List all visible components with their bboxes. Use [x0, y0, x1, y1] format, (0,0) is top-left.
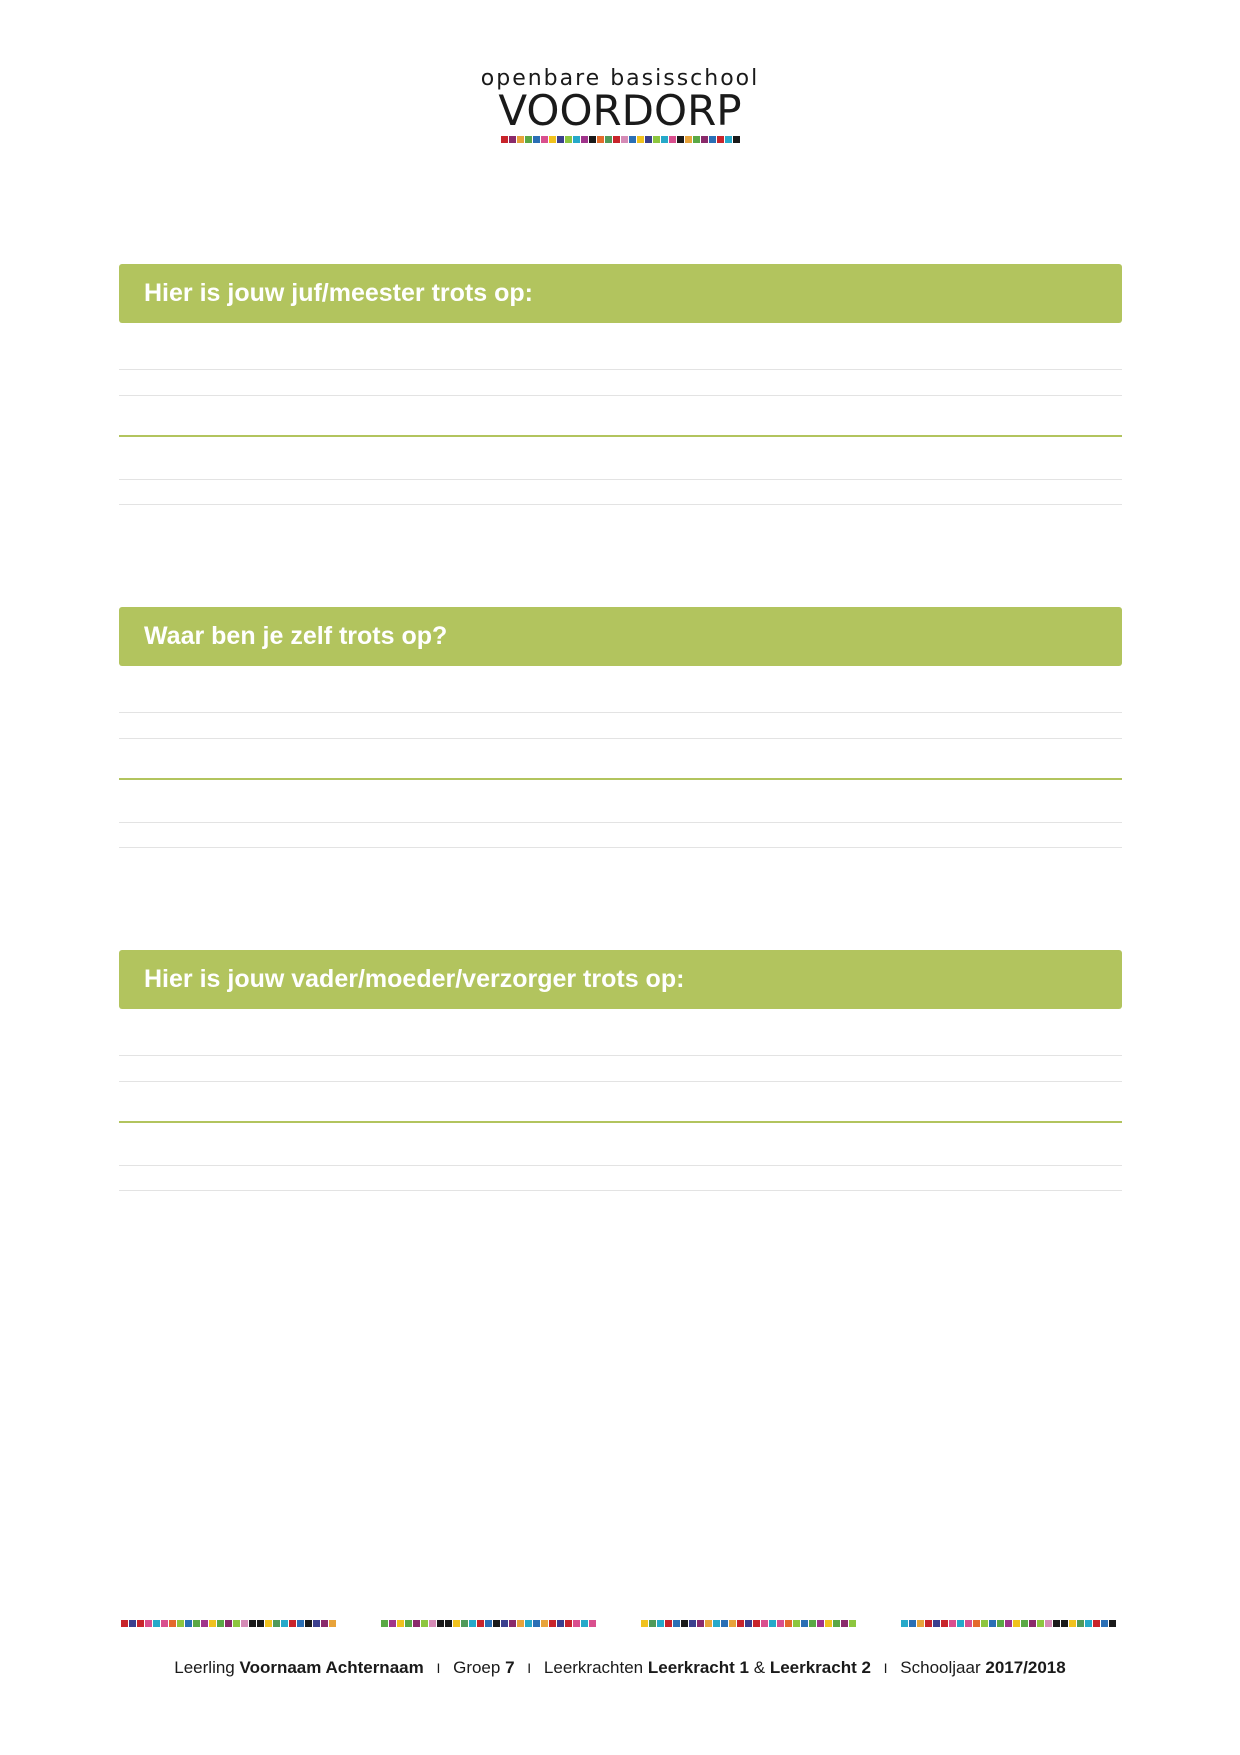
color-square [485, 1620, 492, 1627]
color-square [405, 1620, 412, 1627]
writing-line [119, 1081, 1122, 1082]
color-square [313, 1620, 320, 1627]
color-square [329, 1620, 336, 1627]
color-square [137, 1620, 144, 1627]
writing-baseline [119, 435, 1122, 437]
color-square [1005, 1620, 1012, 1627]
writing-line [119, 1190, 1122, 1191]
color-square [305, 1620, 312, 1627]
color-square [933, 1620, 940, 1627]
color-square [997, 1620, 1004, 1627]
color-square [1029, 1620, 1036, 1627]
color-square [725, 136, 732, 143]
color-square [549, 1620, 556, 1627]
color-square [461, 1620, 468, 1627]
color-square [925, 1620, 932, 1627]
color-square [965, 1620, 972, 1627]
color-square [1053, 1620, 1060, 1627]
color-square [209, 1620, 216, 1627]
color-square [533, 1620, 540, 1627]
year-value: 2017/2018 [985, 1658, 1066, 1677]
group-label: Groep [453, 1658, 501, 1677]
color-square [729, 1620, 736, 1627]
color-square [437, 1620, 444, 1627]
color-square [129, 1620, 136, 1627]
color-square [297, 1620, 304, 1627]
color-square [1037, 1620, 1044, 1627]
color-square [697, 1620, 704, 1627]
year-label: Schooljaar [900, 1658, 981, 1677]
color-square [557, 1620, 564, 1627]
color-square [517, 136, 524, 143]
color-square [801, 1620, 808, 1627]
color-square [233, 1620, 240, 1627]
color-square [605, 136, 612, 143]
color-square [713, 1620, 720, 1627]
color-square [817, 1620, 824, 1627]
color-square-group [641, 1620, 856, 1627]
separator: I [527, 1660, 532, 1676]
color-square [581, 1620, 588, 1627]
color-square [685, 136, 692, 143]
color-square-group [901, 1620, 1116, 1627]
color-square [677, 136, 684, 143]
section-header: Hier is jouw juf/meester trots op: [119, 264, 1122, 323]
color-square [241, 1620, 248, 1627]
color-square [413, 1620, 420, 1627]
color-square [785, 1620, 792, 1627]
color-square [1085, 1620, 1092, 1627]
color-square [673, 1620, 680, 1627]
color-square [121, 1620, 128, 1627]
color-square [1101, 1620, 1108, 1627]
color-square [397, 1620, 404, 1627]
color-square [289, 1620, 296, 1627]
writing-line [119, 822, 1122, 823]
color-square [769, 1620, 776, 1627]
color-square-group [381, 1620, 596, 1627]
writing-line [119, 1055, 1122, 1056]
color-square [525, 1620, 532, 1627]
color-square [653, 136, 660, 143]
color-square [265, 1620, 272, 1627]
color-square [641, 1620, 648, 1627]
color-square [833, 1620, 840, 1627]
logo-title: VOORDORP [498, 86, 742, 135]
color-square [469, 1620, 476, 1627]
color-square [161, 1620, 168, 1627]
color-square [901, 1620, 908, 1627]
color-square [649, 1620, 656, 1627]
color-square [549, 136, 556, 143]
color-square [177, 1620, 184, 1627]
color-square [573, 1620, 580, 1627]
color-square [153, 1620, 160, 1627]
color-square [717, 136, 724, 143]
color-square [389, 1620, 396, 1627]
color-square [249, 1620, 256, 1627]
color-square [501, 1620, 508, 1627]
color-square [701, 136, 708, 143]
color-square [841, 1620, 848, 1627]
color-square [573, 136, 580, 143]
color-square [429, 1620, 436, 1627]
color-square [753, 1620, 760, 1627]
color-square [509, 136, 516, 143]
color-square [825, 1620, 832, 1627]
color-square [557, 136, 564, 143]
writing-line [119, 847, 1122, 848]
school-logo [480, 66, 760, 143]
writing-area[interactable] [119, 323, 1122, 523]
color-square [185, 1620, 192, 1627]
color-square [193, 1620, 200, 1627]
color-square [589, 1620, 596, 1627]
writing-line [119, 1165, 1122, 1166]
teachers-label: Leerkrachten [543, 1658, 644, 1677]
color-square [501, 136, 508, 143]
color-square [1013, 1620, 1020, 1627]
color-square [669, 136, 676, 143]
teacher-1: Leerkracht 1 [647, 1658, 749, 1677]
teacher-2: Leerkracht 2 [769, 1658, 871, 1677]
section-teacher-proud [119, 264, 1122, 523]
color-square [705, 1620, 712, 1627]
color-square [533, 136, 540, 143]
color-square [621, 136, 628, 143]
color-square [597, 136, 604, 143]
color-square [973, 1620, 980, 1627]
color-square [665, 1620, 672, 1627]
color-square [1109, 1620, 1116, 1627]
color-square [661, 136, 668, 143]
writing-line [119, 479, 1122, 480]
color-square [1093, 1620, 1100, 1627]
color-square [145, 1620, 152, 1627]
color-square [745, 1620, 752, 1627]
color-square [645, 136, 652, 143]
writing-baseline [119, 1121, 1122, 1123]
color-square [949, 1620, 956, 1627]
color-square [793, 1620, 800, 1627]
section-header: Hier is jouw vader/moeder/verzorger trots op: [119, 950, 1122, 1009]
color-square [273, 1620, 280, 1627]
color-square [989, 1620, 996, 1627]
color-square-group [121, 1620, 336, 1627]
color-square [541, 1620, 548, 1627]
color-square [1021, 1620, 1028, 1627]
color-square [565, 1620, 572, 1627]
color-square [917, 1620, 924, 1627]
color-square [613, 136, 620, 143]
student-name: Voornaam Achternaam [239, 1658, 424, 1677]
color-square [657, 1620, 664, 1627]
color-square [981, 1620, 988, 1627]
color-square [509, 1620, 516, 1627]
color-square [909, 1620, 916, 1627]
color-square [477, 1620, 484, 1627]
separator: I [436, 1660, 441, 1676]
color-square [517, 1620, 524, 1627]
color-square [381, 1620, 388, 1627]
color-square [777, 1620, 784, 1627]
color-square [525, 136, 532, 143]
color-square [321, 1620, 328, 1627]
section-parent-proud [119, 950, 1122, 1209]
writing-line [119, 738, 1122, 739]
footer-color-strip [121, 1620, 1116, 1627]
writing-line [119, 504, 1122, 505]
color-square [637, 136, 644, 143]
color-square [693, 136, 700, 143]
color-square [541, 136, 548, 143]
group-value: 7 [505, 1658, 515, 1677]
color-square [721, 1620, 728, 1627]
color-square [809, 1620, 816, 1627]
color-square [589, 136, 596, 143]
logo-subtitle: openbare basisschool [480, 66, 760, 91]
color-square [565, 136, 572, 143]
writing-line [119, 369, 1122, 370]
color-square [709, 136, 716, 143]
color-square [1045, 1620, 1052, 1627]
writing-area[interactable] [119, 666, 1122, 866]
color-square [453, 1620, 460, 1627]
color-square [1061, 1620, 1068, 1627]
writing-line [119, 712, 1122, 713]
color-square [225, 1620, 232, 1627]
ampersand: & [753, 1658, 766, 1677]
student-label: Leerling [174, 1658, 235, 1677]
color-square [217, 1620, 224, 1627]
section-header: Waar ben je zelf trots op? [119, 607, 1122, 666]
color-square [849, 1620, 856, 1627]
color-square [169, 1620, 176, 1627]
color-square [493, 1620, 500, 1627]
color-square [733, 136, 740, 143]
color-square [281, 1620, 288, 1627]
color-square [941, 1620, 948, 1627]
color-square [681, 1620, 688, 1627]
logo-color-strip [480, 136, 760, 143]
color-square [689, 1620, 696, 1627]
separator: I [883, 1660, 888, 1676]
color-square [581, 136, 588, 143]
color-square [257, 1620, 264, 1627]
color-square [445, 1620, 452, 1627]
section-self-proud [119, 607, 1122, 866]
color-square [421, 1620, 428, 1627]
color-square [1069, 1620, 1076, 1627]
color-square [201, 1620, 208, 1627]
footer-info [0, 1658, 1240, 1678]
color-square [1077, 1620, 1084, 1627]
writing-baseline [119, 778, 1122, 780]
writing-line [119, 395, 1122, 396]
color-square [761, 1620, 768, 1627]
color-square [629, 136, 636, 143]
writing-area[interactable] [119, 1009, 1122, 1209]
color-square [957, 1620, 964, 1627]
color-square [737, 1620, 744, 1627]
